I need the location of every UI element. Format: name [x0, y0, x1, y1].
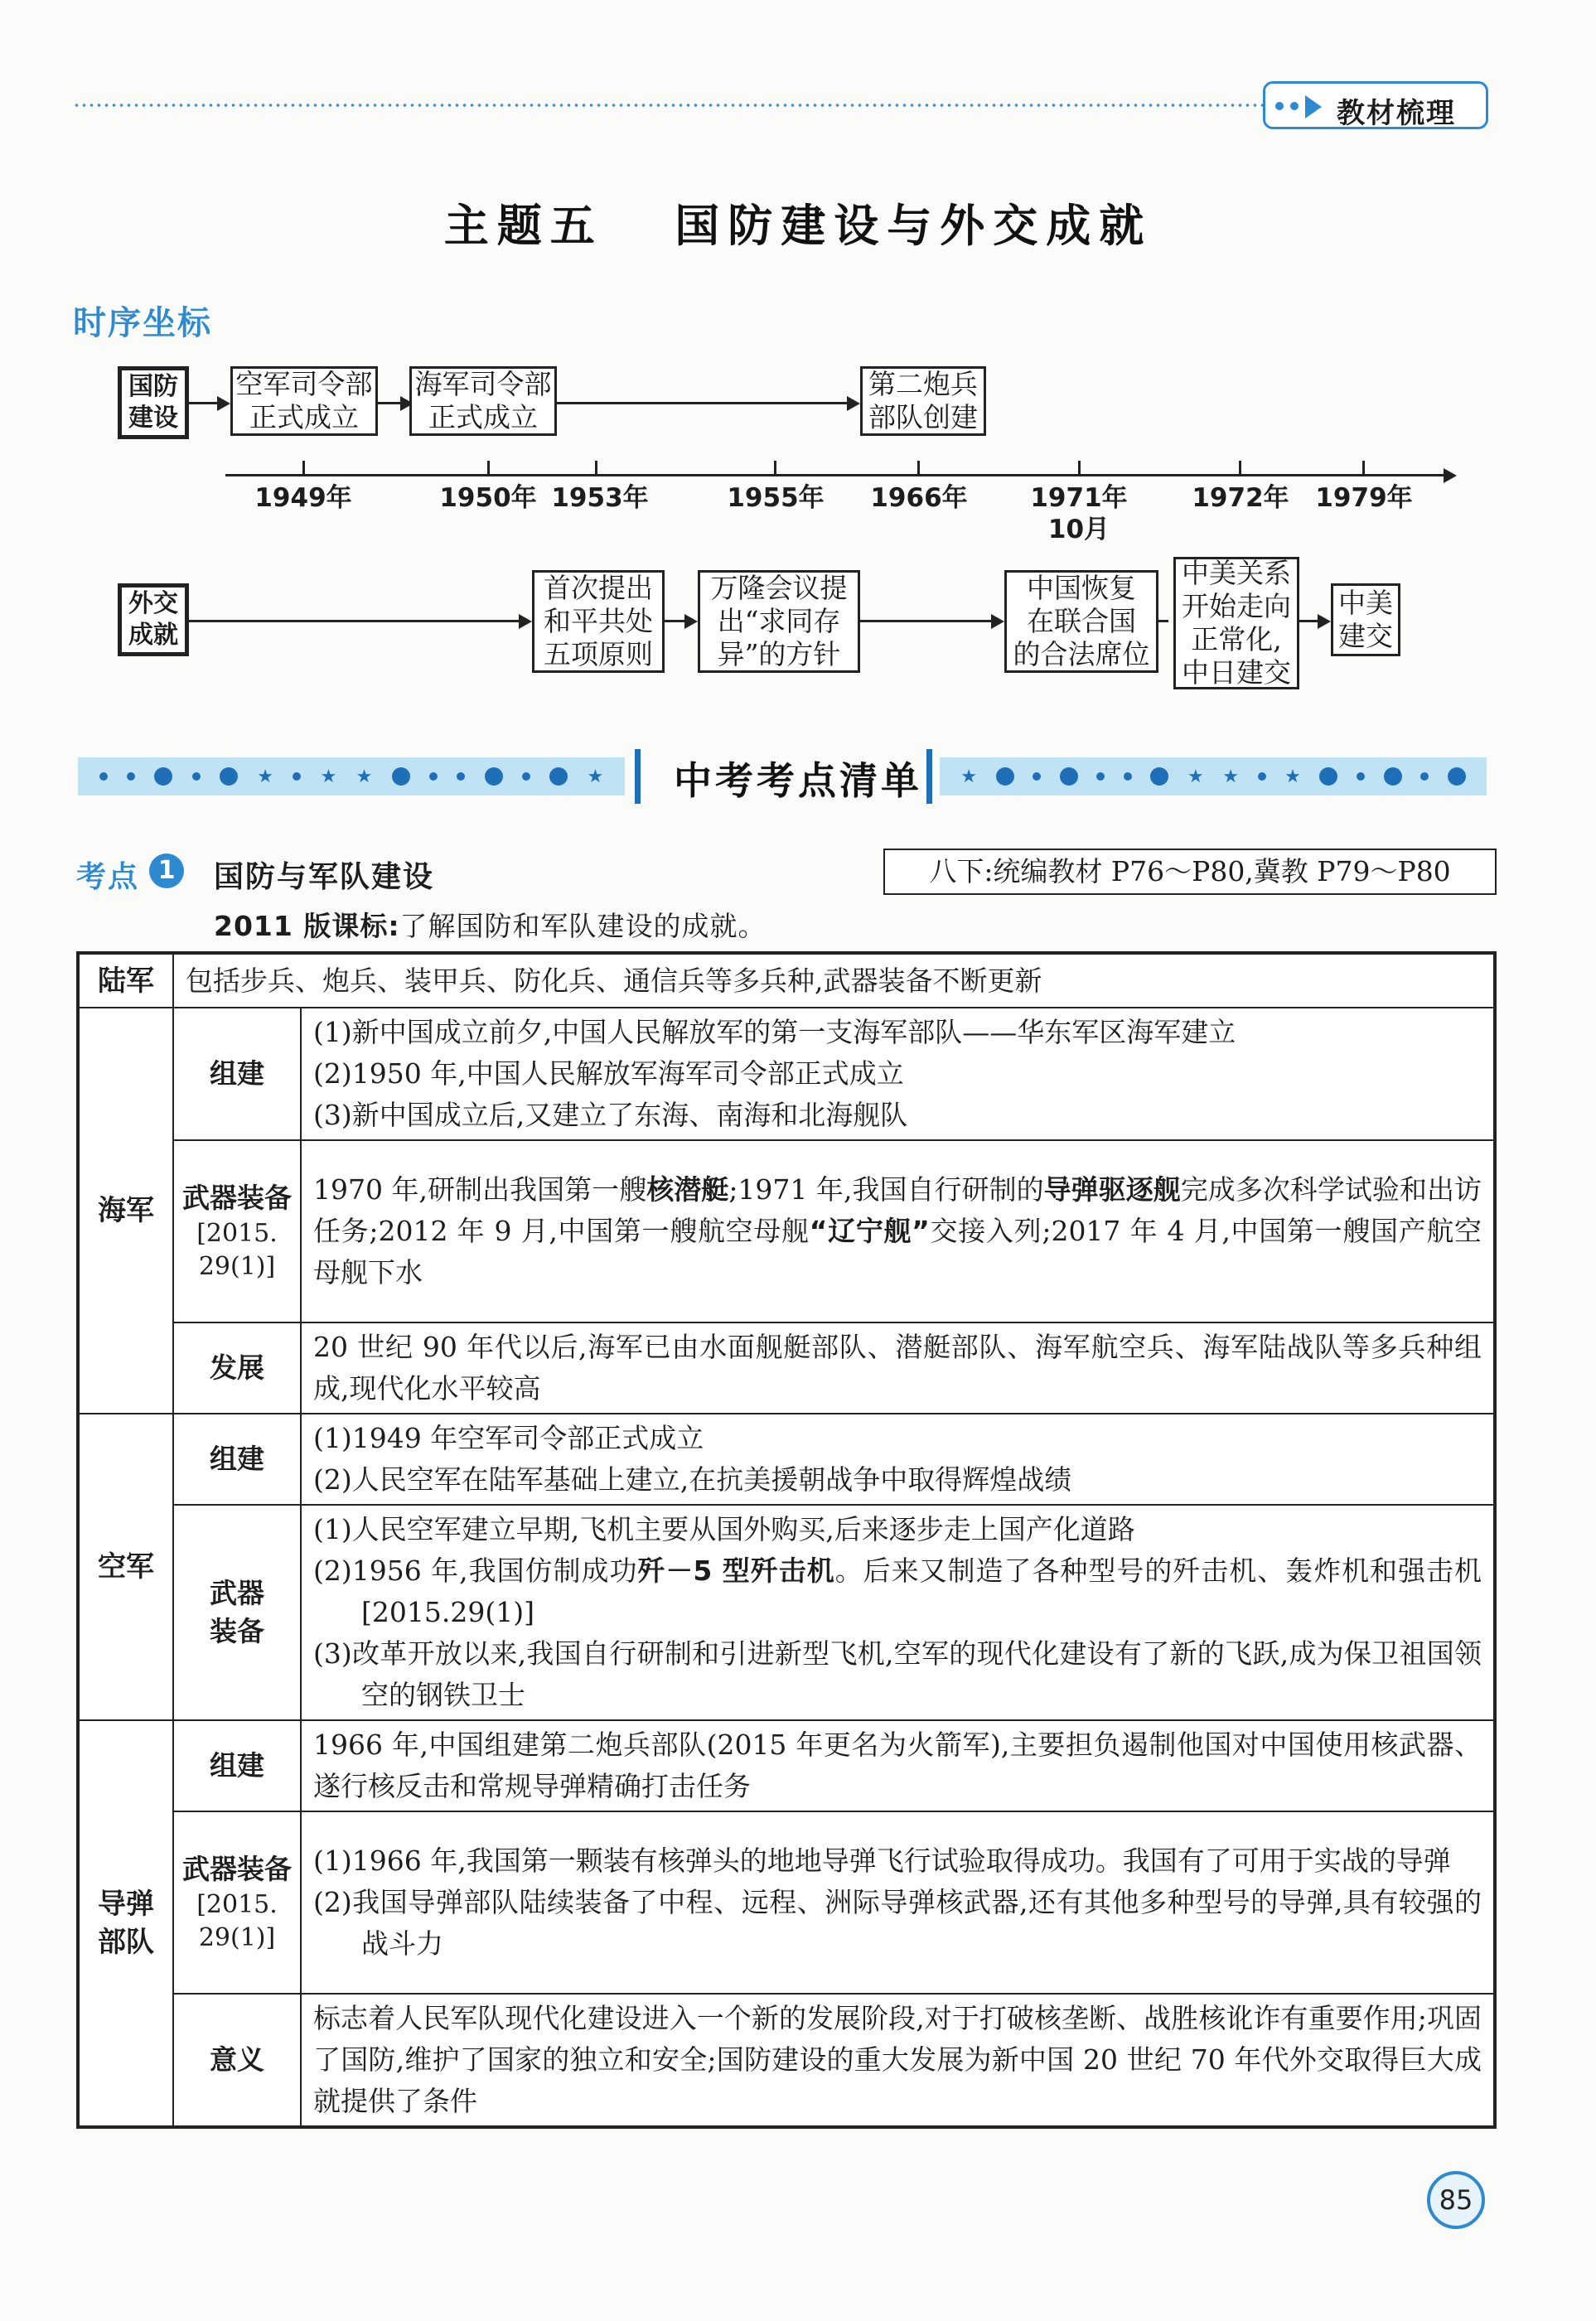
list-item: (2)人民空军在陆军基础上建立,在抗美援朝战争中取得辉煌战绩	[313, 1463, 1072, 1496]
standard-text: 了解国防和军队建设的成就。	[399, 910, 767, 942]
list-item: (1)新中国成立前夕,中国人民解放军的第一支海军部队——华东军区海军建立	[313, 1016, 1236, 1048]
army-label: 陆军	[78, 953, 173, 1008]
axis-tick	[917, 461, 920, 476]
airforce-build-content	[301, 1414, 1495, 1505]
table-row	[78, 1008, 1495, 1140]
text-run: 完成多次科学试验和出访任务;2012 年 9 月,中国第一艘航空母舰	[313, 1173, 1482, 1247]
navy-weapons-content	[301, 1140, 1495, 1322]
banner-right-decoration: ★ ★ ★ ★	[940, 757, 1487, 795]
curriculum-standard	[214, 905, 767, 944]
year-label: 1972年	[1192, 483, 1289, 513]
missile-build-content: 1966 年,中国组建第二炮兵部队(2015 年更名为火箭军),主要担负遏制他国对中国使用核武器、遂行核反击和常规导弹精确打击任务	[301, 1720, 1495, 1811]
text-run: 交接入列;2017 年 4 月,中国第一艘国产航空母舰下水	[313, 1215, 1482, 1289]
arrow-icon	[684, 614, 698, 629]
text-run: 。后来又制造了各种型号的歼击机、轰炸机和强击机[2015.29(1)]	[361, 1555, 1482, 1628]
table-row	[78, 1414, 1495, 1505]
missile-build-label: 组建	[173, 1720, 301, 1811]
connector-line	[557, 402, 852, 404]
missile-meaning-label: 意义	[173, 1994, 301, 2127]
arrow-icon	[519, 614, 532, 629]
airforce-label: 空军	[78, 1414, 173, 1720]
connector-line	[189, 620, 524, 622]
axis-line	[225, 474, 1448, 476]
header-dotted-rule	[73, 103, 1266, 108]
axis-tick	[302, 461, 305, 476]
table-row	[78, 1140, 1495, 1322]
text-run: 1970 年,研制出我国第一艘	[313, 1173, 647, 1206]
kaodian-number-badge: 1	[149, 853, 184, 888]
standard-prefix: 2011 版课标:	[214, 910, 400, 942]
year-label: 1949年	[254, 483, 352, 513]
table-row	[78, 1811, 1495, 1994]
banner-title: 中考考点清单	[674, 758, 922, 803]
kaodian-label: 考点	[76, 859, 140, 894]
diplomacy-event-un-seat: 中国恢复 在联合国 的合法席位	[1004, 570, 1158, 673]
navy-weapons-ref: [2015. 29(1)]	[196, 1219, 278, 1281]
airforce-weapons-label: 武器 装备	[173, 1505, 301, 1720]
year-label: 1966年	[870, 483, 968, 513]
diplomacy-event-sino-us-relations: 中美 建交	[1331, 583, 1400, 656]
year-label: 1979年	[1315, 483, 1413, 513]
tab-arrow-icon	[1305, 95, 1322, 118]
year-label: 1953年	[551, 483, 649, 513]
list-item: (3)新中国成立后,又建立了东海、南海和北海舰队	[313, 1099, 908, 1131]
missile-weapons-content	[301, 1811, 1495, 1994]
year-label: 1971年 10月	[1030, 483, 1128, 544]
banner-divider	[635, 749, 641, 804]
section-tab-label: 教材梳理	[1337, 97, 1456, 130]
defense-table	[76, 951, 1497, 2129]
highlight-text: 导弹驱逐舰	[1043, 1173, 1181, 1206]
navy-weapons-label	[173, 1140, 301, 1322]
tab-dot-icon	[1290, 102, 1299, 110]
airforce-weapons-content	[301, 1505, 1495, 1720]
axis-tick	[487, 461, 490, 476]
table-row	[78, 953, 1495, 1008]
axis-tick	[1239, 461, 1241, 476]
axis-tick	[1078, 461, 1081, 476]
banner-left-decoration: ★ ★ ★ ★	[78, 757, 625, 795]
section-tab	[1263, 81, 1488, 129]
arrow-icon	[847, 396, 860, 411]
arrow-icon	[217, 396, 230, 411]
table-row	[78, 1322, 1495, 1414]
navy-build-content	[301, 1008, 1495, 1140]
missile-weapons-title: 武器装备	[182, 1853, 292, 1885]
list-item: (2)我国导弹部队陆续装备了中程、远程、洲际导弹核武器,还有其他多种型号的导弹,具有较强的战斗力	[313, 1886, 1482, 1960]
textbook-reference: 八下:统编教材 P76～P80,冀教 P79～P80	[883, 849, 1497, 895]
year-label: 1955年	[727, 483, 825, 513]
missile-weapons-ref: [2015. 29(1)]	[196, 1890, 278, 1952]
defense-event-second-artillery: 第二炮兵 部队创建	[860, 366, 986, 436]
missile-meaning-content: 标志着人民军队现代化建设进入一个新的发展阶段,对于打破核垄断、战胜核讹诈有重要作用;巩固了国防,维护了国家的独立和安全;国防建设的重大发展为新中国 20 世纪 70 年代外交取得巨大成就提供了条件	[301, 1994, 1495, 2127]
table-row	[78, 1505, 1495, 1720]
airforce-build-label: 组建	[173, 1414, 301, 1505]
diplomacy-category-label: 外交 成就	[118, 583, 189, 656]
missile-label: 导弹 部队	[78, 1720, 173, 2127]
list-item	[313, 1550, 1482, 1633]
defense-category-label: 国防 建设	[118, 366, 189, 439]
page-number: 85	[1427, 2171, 1485, 2229]
navy-label: 海军	[78, 1008, 173, 1414]
text-run: ;1971 年,我国自行研制的	[728, 1173, 1044, 1206]
axis-arrow-icon	[1444, 468, 1457, 483]
page-title: 主题五 国防建设与外交成就	[443, 199, 1153, 252]
list-item: (1)1949 年空军司令部正式成立	[313, 1422, 704, 1454]
diplomacy-event-bandung: 万隆会议提 出“求同存 异”的方针	[698, 570, 860, 673]
navy-build-label: 组建	[173, 1008, 301, 1140]
connector-line	[1158, 620, 1168, 622]
table-row	[78, 1994, 1495, 2127]
navy-weapons-title: 武器装备	[182, 1182, 292, 1214]
axis-tick	[774, 461, 776, 476]
list-item: (2)1950 年,中国人民解放军海军司令部正式成立	[313, 1057, 904, 1090]
axis-tick	[1362, 461, 1365, 476]
table-row	[78, 1720, 1495, 1811]
navy-dev-label: 发展	[173, 1322, 301, 1414]
defense-event-navy: 海军司令部 正式成立	[409, 366, 557, 436]
list-item: (1)1966 年,我国第一颗装有核弹头的地地导弹飞行试验取得成功。我国有了可用于实战的导弹	[313, 1845, 1451, 1877]
army-content: 包括步兵、炮兵、装甲兵、防化兵、通信兵等多兵种,武器装备不断更新	[173, 953, 1495, 1008]
timeline-heading: 时序坐标	[73, 303, 212, 342]
highlight-text: 歼－5 型歼击机	[637, 1555, 835, 1587]
banner-divider	[926, 749, 932, 804]
defense-event-airforce: 空军司令部 正式成立	[230, 366, 378, 436]
navy-dev-content: 20 世纪 90 年代以后,海军已由水面舰艇部队、潜艇部队、海军航空兵、海军陆战队等多兵种组成,现代化水平较高	[301, 1322, 1495, 1414]
highlight-text: 核潜艇	[646, 1173, 729, 1206]
kaodian-title: 国防与军队建设	[214, 860, 435, 894]
arrow-icon	[1318, 614, 1331, 629]
tab-dot-icon	[1275, 102, 1284, 110]
list-item: (3)改革开放以来,我国自行研制和引进新型飞机,空军的现代化建设有了新的飞跃,成为保卫祖国领空的钢铁卫士	[313, 1637, 1482, 1711]
arrow-icon	[991, 614, 1004, 629]
axis-tick	[595, 461, 597, 476]
diplomacy-event-five-principles: 首次提出 和平共处 五项原则	[532, 570, 665, 673]
highlight-text: “辽宁舰”	[809, 1215, 930, 1247]
text-run: (2)1956 年,我国仿制成功	[313, 1555, 638, 1587]
diplomacy-event-sino-us-normalization: 中美关系 开始走向 正常化, 中日建交	[1173, 557, 1299, 689]
year-label: 1950年	[439, 483, 537, 513]
missile-weapons-label	[173, 1811, 301, 1994]
connector-line	[860, 620, 996, 622]
list-item: (1)人民空军建立早期,飞机主要从国外购买,后来逐步走上国产化道路	[313, 1513, 1135, 1545]
